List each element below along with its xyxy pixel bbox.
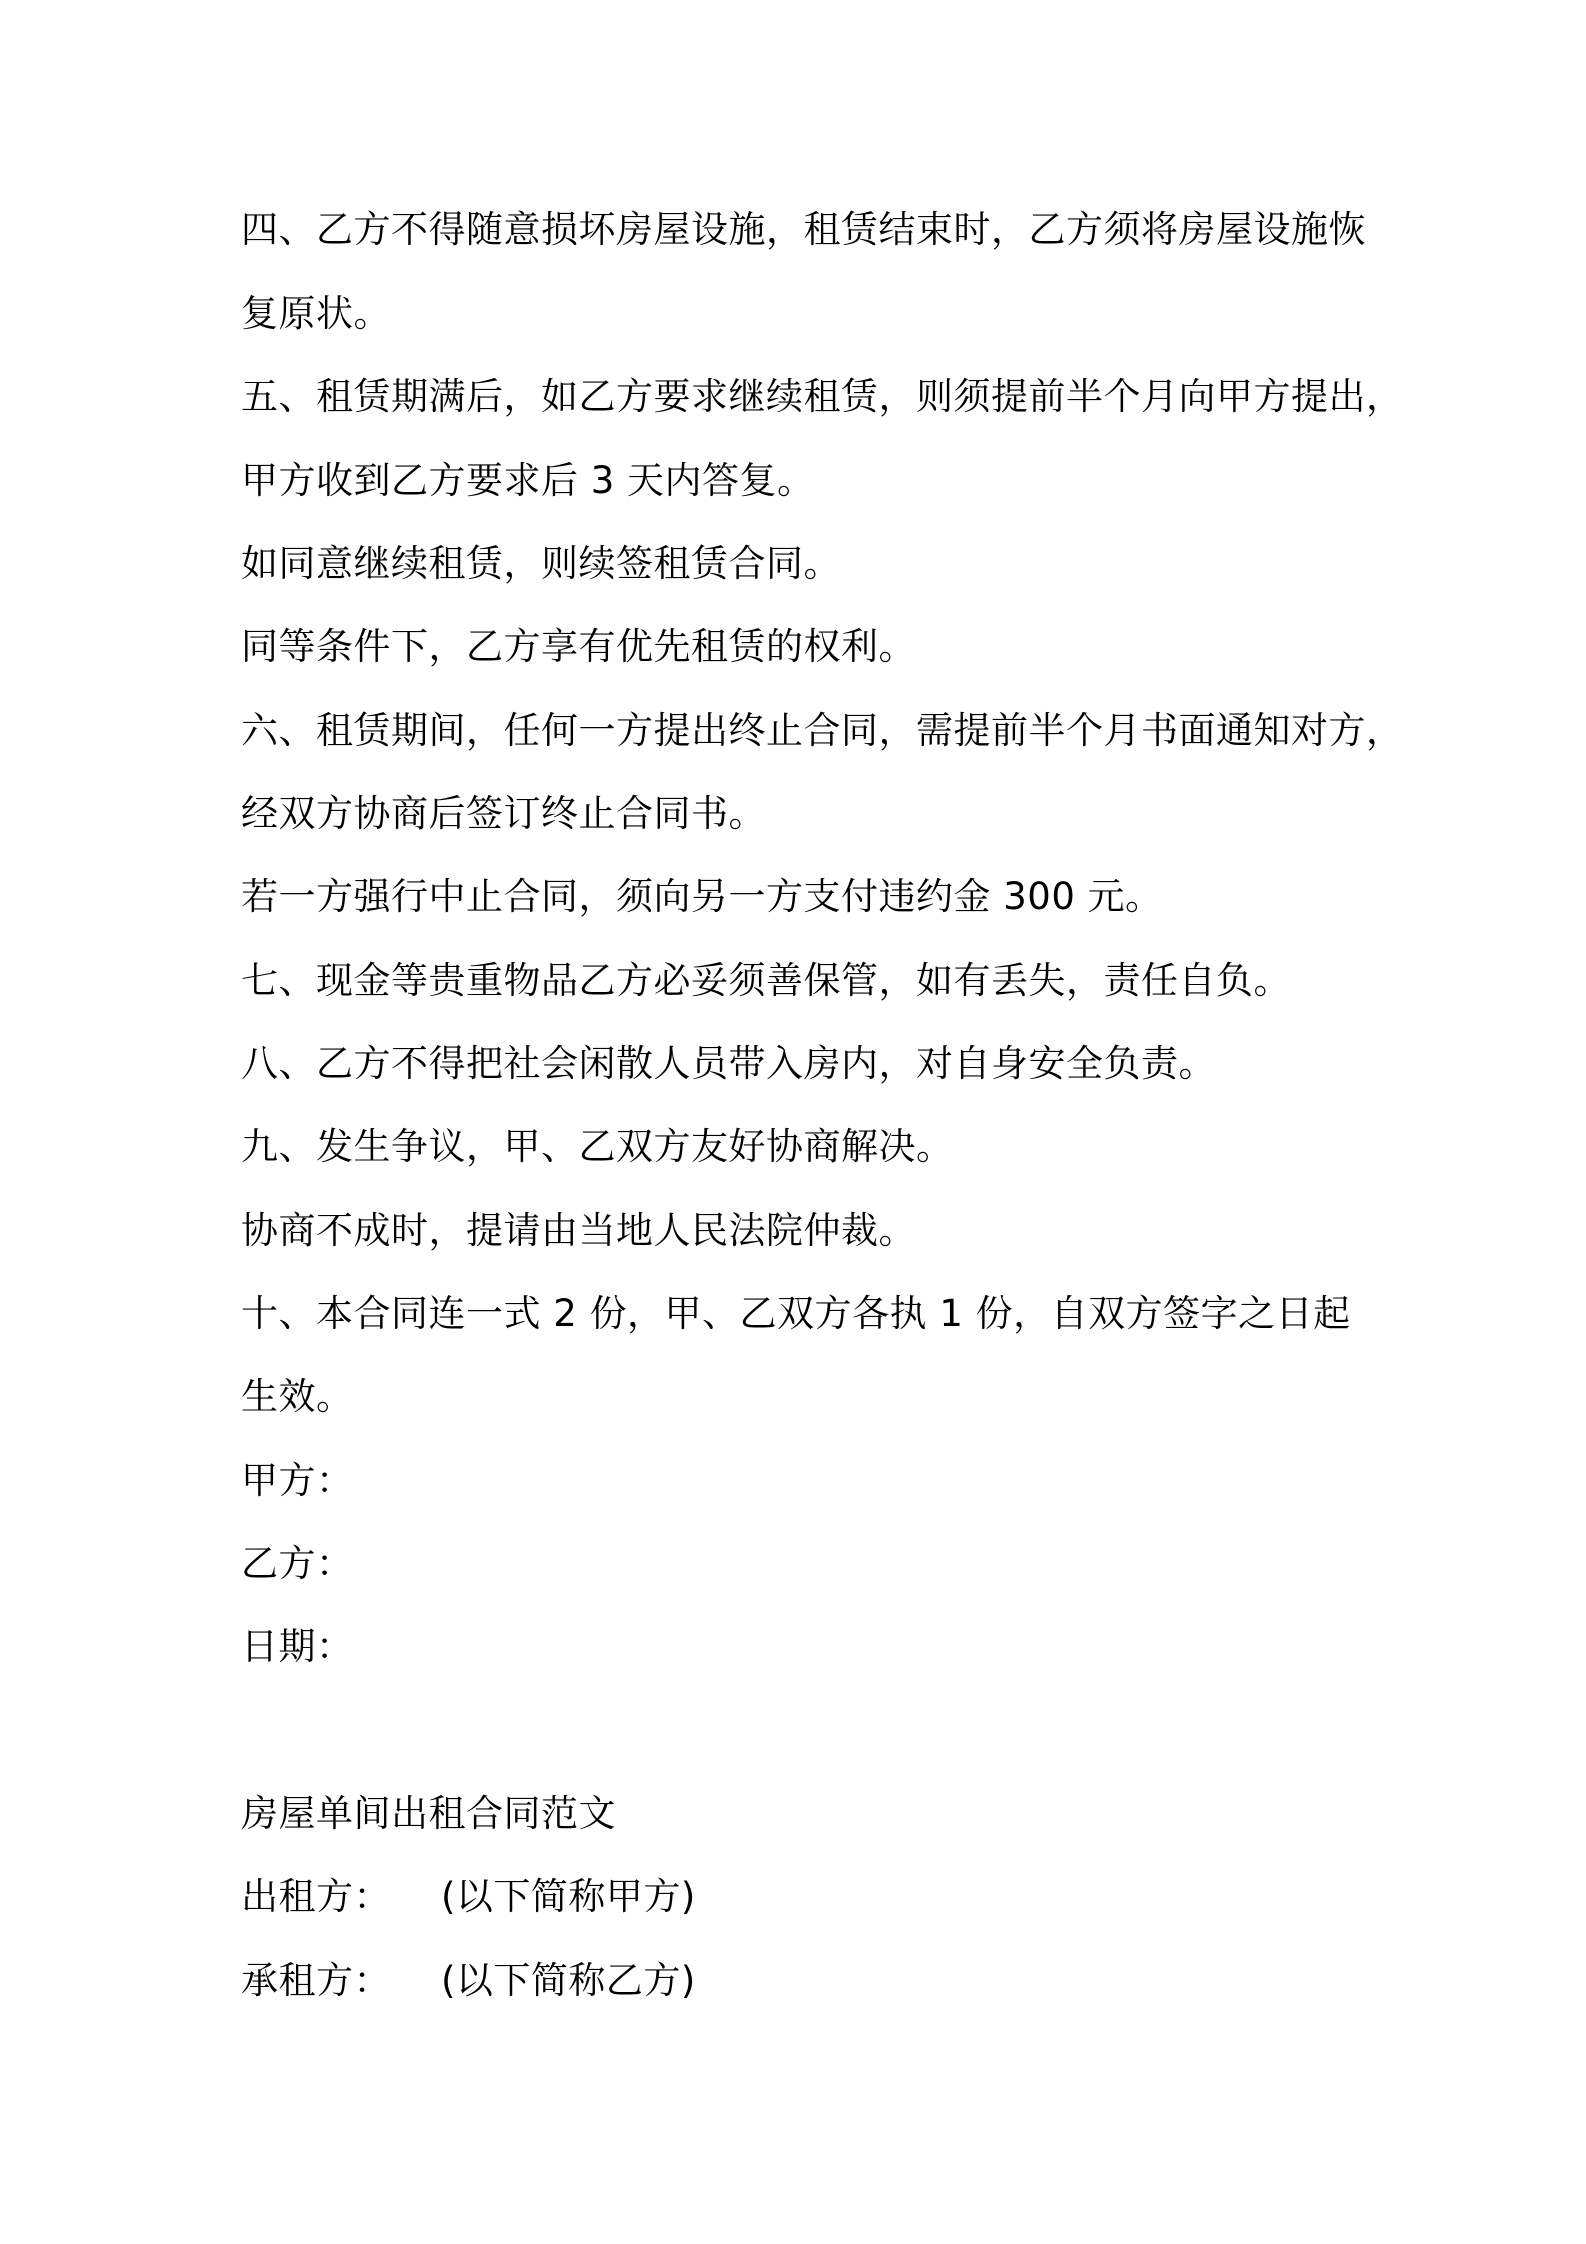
signature-date: 日期：	[241, 1625, 354, 1668]
clause-5-line-1: 五、租赁期满后，如乙方要求继续租赁，则须提前半个月向甲方提出，	[241, 375, 1404, 418]
signature-party-b: 乙方：	[241, 1542, 354, 1585]
lessor-note: (以下简称甲方)	[441, 1875, 696, 1918]
signature-party-a: 甲方：	[241, 1459, 354, 1502]
clause-10-line-1: 十、本合同连一式 2 份，甲、乙双方各执 1 份，自双方签字之日起	[241, 1292, 1351, 1335]
clause-4-line-2: 复原状。	[241, 292, 391, 335]
lessee-note: (以下简称乙方)	[441, 1959, 696, 2002]
clause-5-line-4: 同等条件下，乙方享有优先租赁的权利。	[241, 625, 916, 668]
clause-4-line-1: 四、乙方不得随意损坏房屋设施，租赁结束时，乙方须将房屋设施恢	[241, 208, 1366, 251]
clause-8: 八、乙方不得把社会闲散人员带入房内，对自身安全负责。	[241, 1042, 1216, 1085]
clause-9-line-1: 九、发生争议，甲、乙双方友好协商解决。	[241, 1125, 954, 1168]
clause-6-line-2: 经双方协商后签订终止合同书。	[241, 792, 766, 835]
clause-6-line-1: 六、租赁期间，任何一方提出终止合同，需提前半个月书面通知对方，	[241, 709, 1404, 752]
clause-10-line-2: 生效。	[241, 1375, 354, 1418]
clause-5-line-3: 如同意继续租赁，则续签租赁合同。	[241, 542, 841, 585]
clause-7: 七、现金等贵重物品乙方必妥须善保管，如有丢失，责任自负。	[241, 959, 1291, 1002]
lessor-label: 出租方：	[241, 1875, 391, 1918]
next-doc-title: 房屋单间出租合同范文	[241, 1792, 616, 1835]
lessee-line	[241, 1957, 696, 2005]
clause-6-line-3: 若一方强行中止合同，须向另一方支付违约金 300 元。	[241, 875, 1163, 918]
lessee-label: 承租方：	[241, 1959, 391, 2002]
clause-5-line-2: 甲方收到乙方要求后 3 天内答复。	[241, 459, 815, 502]
lessor-line	[241, 1873, 696, 1921]
clause-9-line-2: 协商不成时，提请由当地人民法院仲裁。	[241, 1209, 916, 1252]
